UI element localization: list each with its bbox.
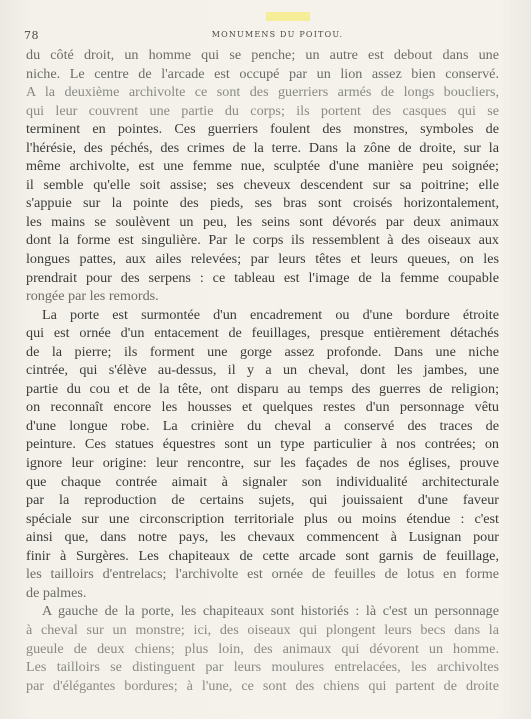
text-line: l'hérésie, des péchés, des crimes de la terre. Dans la zône de droite, sur la [26,139,499,156]
text-line: dont la forme est singulière. Par le corps ils ressemblent à des oiseaux aux [26,232,499,249]
text-line: d'une longue robe. La crinière du cheval a conservé des traces de [26,417,499,434]
body-text [26,46,499,695]
text-line: par la reproduction de certains sujets, qui jouissaient d'une faveur [26,492,499,509]
text-line: prendrait pour des serpens : ce tableau est l'image de la femme coupable [26,269,499,286]
text-line: spéciale sur une circonscription territoriale plus ou moins étendue : c'est [26,510,499,527]
text-line: A la deuxième archivolte ce sont des guerriers armés de longs boucliers, [26,84,499,101]
text-line: ignore leur origine: leur rencontre, sur les façades de nos églises, prouve [26,455,499,472]
text-line: qui leur couvrent une partie du corps; ils portent des casques qui se [26,102,499,119]
text-line: peinture. Ces statues équestres sont un type particulier à nos contrées; on [26,436,499,453]
text-line: de la pierre; ils forment une gorge assez profonde. Dans une niche [26,343,499,360]
text-line: par d'élégantes bordures; à l'une, ce sont des chiens qui partent de droite [26,677,499,694]
page-header [24,29,501,43]
text-line: les tailloirs d'entrelacs; l'archivolte est ornée de feuilles de lotus en forme [26,566,499,583]
text-line: les mains se soulèvent un peu, les seins sont dévorés par deux animaux [26,213,499,230]
text-line: La porte est surmontée d'un encadrement ou d'une bordure étroite [42,306,499,323]
text-line: A gauche de la porte, les chapiteaux sont historiés : là c'est un personnage [42,603,499,620]
highlight-mark [266,12,310,21]
text-line: même archivolte, est une femme nue, sculptée d'une manière peu soignée; [26,158,499,175]
text-line: à cheval sur un monstre; ici, des oiseaux qui plongent leurs becs dans la [26,621,499,638]
running-title: MONUMENS DU POITOU. [211,30,344,39]
text-line: niche. Le centre de l'arcade est occupé par un lion assez bien conservé. [26,65,499,82]
text-line: il semble qu'elle soit assise; ses cheveux descendent sur sa poitrine; elle [26,176,499,193]
text-line: de palmes. [26,584,87,601]
text-line: ainsi que, dans notre pays, les chevaux commencent à Lusignan pour [26,529,499,546]
text-line: on reconnaît encore les housses et quelques restes d'un personnage vêtu [26,399,499,416]
text-line: qui est ornée d'un entacement de feuillages, presque entièrement détachés [26,325,499,342]
text-line: s'appuie sur la pointe des pieds, ses bras sont croisés horizontalement, [26,195,499,212]
text-line: partie du cou et de la tête, ont disparu au temps des guerres de religion; [26,380,499,397]
text-line: Les tailloirs se distinguent par leurs moulures entrelacées, les archivoltes [26,659,499,676]
text-line: gueule de deux chiens; plus loin, des animaux qui dévorent un homme. [26,640,499,657]
text-line: finir à Surgères. Les chapiteaux de cette arcade sont garnis de feuillage, [26,547,499,564]
page-number: 78 [24,29,39,42]
text-line: que chaque contrée aimait à signaler son individualité architecturale [26,473,499,490]
text-line: cintrée, qui s'élève au-dessus, il y a un cheval, dont les jambes, une [26,362,499,379]
text-line: du côté droit, un homme qui se penche; un autre est debout dans une [26,47,499,63]
text-line: rongée par les remords. [26,288,159,305]
text-line: terminent en pointes. Ces guerriers foulent des monstres, symboles de [26,121,499,138]
text-line: longues pattes, aux ailes relevées; par leurs têtes et leurs queues, on les [26,251,499,268]
